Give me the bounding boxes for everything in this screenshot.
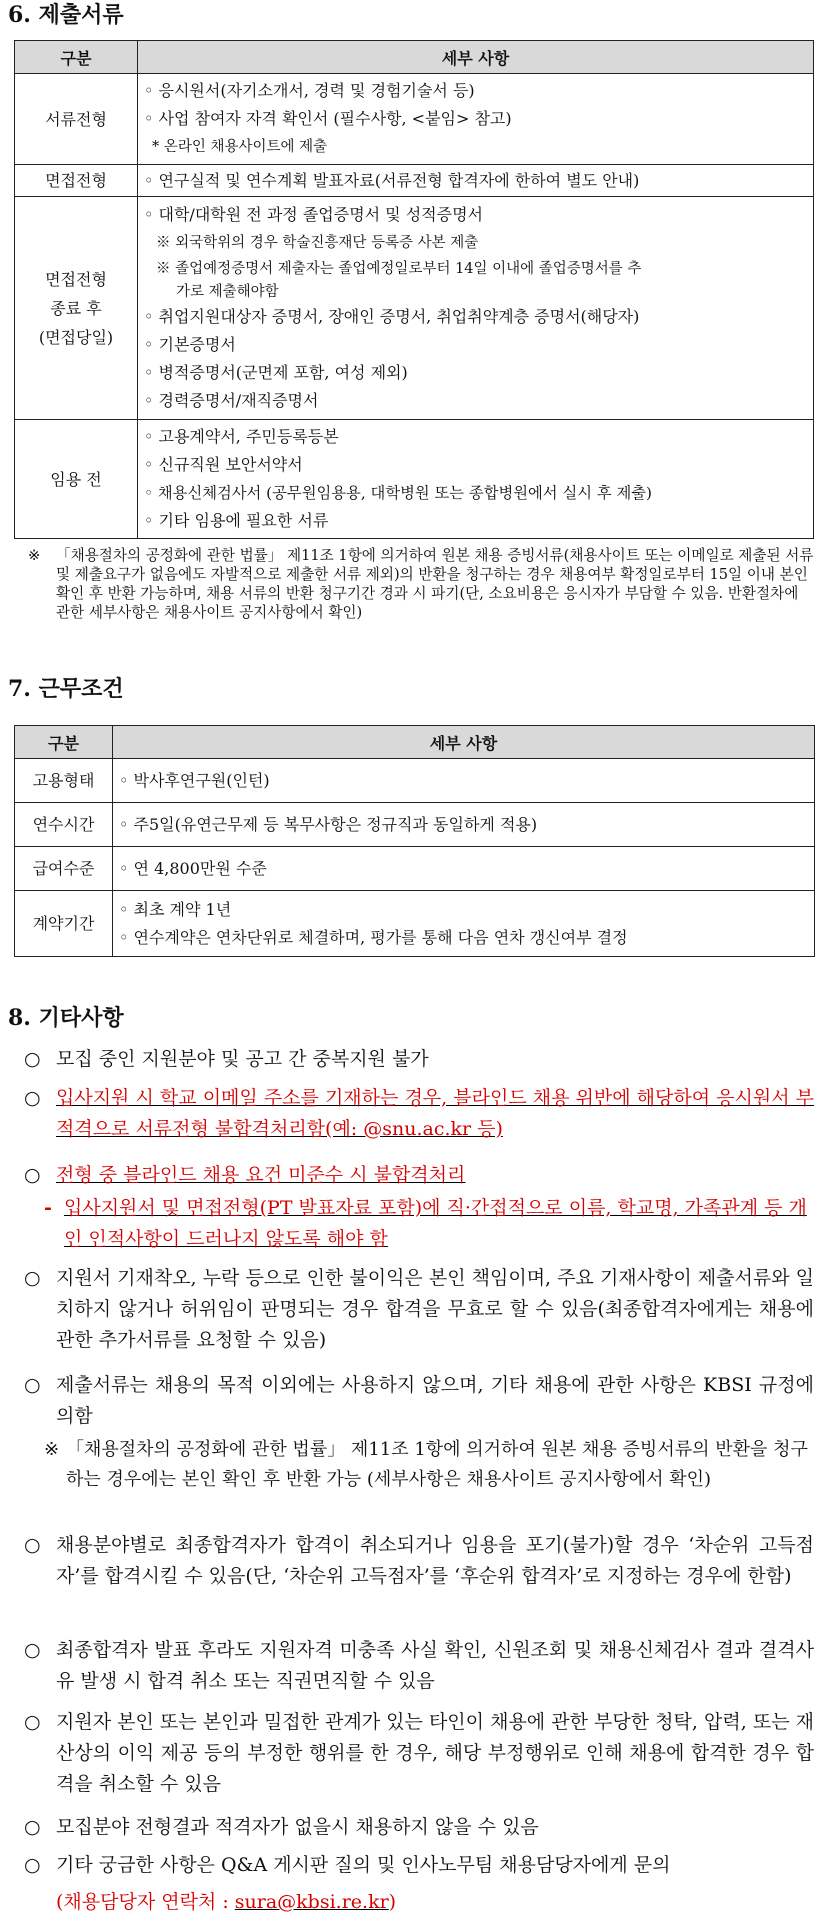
col-header-details: 세부 사항 (113, 726, 815, 759)
bullet-circle: ○ (24, 1087, 41, 1109)
category-cell (15, 197, 138, 420)
return-request-note (30, 546, 815, 622)
section-6-title: 6. 제출서류 (8, 2, 124, 28)
detail-line: ◦ 고용계약서, 주민등록등본 (144, 427, 339, 446)
table-row (15, 891, 815, 957)
detail-line: ◦ 경력증명서/재직증명서 (144, 391, 319, 410)
detail-line: ◦ 채용신체검사서 (공무원임용용, 대학병원 또는 종합병원에서 실시 후 제출) (144, 484, 653, 502)
detail-line: ◦ 연구실적 및 연수계획 발표자료(서류전형 합격자에 한하여 별도 안내) (144, 170, 640, 190)
bullet-circle: ○ (24, 1048, 41, 1070)
bullet-circle: ○ (24, 1816, 41, 1838)
details-cell (113, 759, 815, 803)
item-text: 제출서류는 채용의 목적 이외에는 사용하지 않으며, 기타 채용에 관한 사항은 KBSI 규정에 의함 (56, 1374, 814, 1427)
details-cell (113, 891, 815, 957)
detail-line: ◦ 취업지원대상자 증명서, 장애인 증명서, 취업취약계층 증명서(해당자) (144, 307, 640, 326)
details-cell (113, 803, 815, 847)
item-text: 「채용절차의 공정화에 관한 법률」 제11조 1항에 의거하여 원본 채용 증빙서류의 반환을 청구하는 경우에는 본인 확인 후 반환 가능 (세부사항은 채용사이트 공지사항에서 확인) (66, 1439, 808, 1490)
item-text: 지원자 본인 또는 본인과 밀접한 관계가 있는 타인이 채용에 관한 부당한 청탁, 압력, 또는 재산상의 이익 제공 등의 부정한 행위를 한 경우, 해당 부정행위로 인해 채용에 합격한 경우 합격을 취소할 수 있음 (56, 1711, 814, 1795)
detail-line: 가로 제출해야함 (176, 284, 279, 300)
detail-line: ◦ 기타 임용에 필요한 서류 (144, 511, 329, 530)
contact-label: (채용담당자 연락처 : (56, 1891, 235, 1913)
list-item (24, 1530, 814, 1592)
detail-line: ◦ 기본증명서 (144, 335, 236, 354)
contact-line (56, 1887, 826, 1918)
category-cell: 계약기간 (15, 891, 113, 957)
item-text: 모집분야 전형결과 적격자가 없을시 채용하지 않을 수 있음 (56, 1816, 539, 1838)
table-row (15, 197, 814, 420)
reference-mark: ※ (28, 547, 41, 564)
item-text: 지원서 기재착오, 누락 등으로 인한 불이익은 본인 책임이며, 주요 기재사항이 제출서류와 일치하지 않거나 허위임이 판명되는 경우 합격을 무효로 할 수 있음(최종합격자에게는 채용에 관한 추가서류를 요청할 수 있음) (56, 1267, 814, 1351)
table-row (15, 847, 815, 891)
category-label: 임용 전 (50, 469, 102, 489)
note-text: 「채용절차의 공정화에 관한 법률」 제11조 1항에 의거하여 원본 채용 증빙서류(채용사이트 또는 이메일로 제출된 서류 및 제출요구가 없음에도 자발적으로 제출한 서류 제외)의 반환을 청구하는 경우 채용여부 확정일로부터 15일 이내 본인 확인 후 반환 가능하며, 채용 서류의 반환 청구기간 경과 시 파기(단, 소요비용은 응시자가 부담할 수 있음. 반환절차에 관한 세부사항은 채용사이트 공지사항에서 확인) (56, 547, 814, 621)
detail-line: ※ 졸업예정증명서 제출자는 졸업예정일로부터 14일 이내에 졸업증명서를 추 (156, 261, 642, 277)
detail-line: * 온라인 채용사이트에 제출 (152, 139, 328, 155)
detail-line: ◦ 대학/대학원 전 과정 졸업증명서 및 성적증명서 (144, 205, 484, 224)
bullet-circle: ○ (24, 1374, 41, 1396)
section-8-title: 8. 기타사항 (8, 1005, 124, 1031)
detail-line: ◦ 신규직원 보안서약서 (144, 455, 303, 474)
bullet-circle: ○ (24, 1267, 41, 1289)
reference-mark: ※ (44, 1439, 60, 1460)
detail-line: ◦ 최초 계약 1년 (119, 899, 232, 919)
detail-line: ◦ 연수계약은 연차단위로 체결하며, 평가를 통해 다음 연차 갱신여부 결정 (119, 927, 628, 947)
category-cell (15, 420, 138, 539)
item-text: 전형 중 블라인드 채용 요건 미준수 시 불합격처리 (56, 1164, 466, 1186)
list-item (24, 1044, 814, 1075)
category-label: 면접전형 (45, 269, 107, 289)
category-cell: 고용형태 (15, 759, 113, 803)
contact-email-link[interactable]: sura@kbsi.re.kr (234, 1891, 389, 1913)
list-item (24, 1850, 814, 1881)
bullet-circle: ○ (24, 1639, 41, 1661)
details-cell (138, 165, 814, 197)
item-text: 모집 중인 지원분야 및 공고 간 중복지원 불가 (56, 1048, 429, 1070)
category-cell: 연수시간 (15, 803, 113, 847)
category-label: 면접전형 (45, 171, 107, 190)
col-header-category: 구분 (15, 41, 138, 74)
details-cell (113, 847, 815, 891)
detail-line: ◦ 사업 참여자 자격 확인서 (필수사항, <붙임> 참고) (144, 109, 512, 128)
dash-mark: - (44, 1197, 52, 1219)
category-label: (면접당일) (38, 327, 114, 347)
detail-line: ◦ 주5일(유연근무제 등 복무사항은 정규직과 동일하게 적용) (119, 814, 538, 834)
reference-note (44, 1435, 814, 1495)
detail-line: ◦ 연 4,800만원 수준 (119, 858, 267, 878)
bullet-circle: ○ (24, 1534, 41, 1556)
item-text: 최종합격자 발표 후라도 지원자격 미충족 사실 확인, 신원조회 및 채용신체검사 결과 결격사유 발생 시 합격 취소 또는 직권면직할 수 있음 (56, 1639, 814, 1692)
col-header-details: 세부 사항 (138, 41, 814, 74)
working-conditions-table (14, 725, 815, 957)
category-cell (15, 74, 138, 165)
category-cell (15, 165, 138, 197)
detail-line: ◦ 응시원서(자기소개서, 경력 및 경험기술서 등) (144, 81, 475, 100)
details-cell (138, 197, 814, 420)
item-text: 기타 궁금한 사항은 Q&A 게시판 질의 및 인사노무팀 채용담당자에게 문의 (56, 1854, 671, 1876)
col-header-category: 구분 (15, 726, 113, 759)
item-text: 채용분야별로 최종합격자가 합격이 취소되거나 임용을 포기(불가)할 경우 ‘차순위 고득점자’를 합격시킬 수 있음(단, ‘차순위 고득점자’를 ‘후순위 합격자’로 지정하는 경우에 한함) (56, 1534, 814, 1587)
bullet-circle: ○ (24, 1164, 41, 1186)
table-row (15, 420, 814, 539)
list-item (24, 1812, 814, 1843)
list-item (24, 1370, 814, 1432)
category-label: 종료 후 (50, 298, 102, 318)
list-item (24, 1263, 814, 1356)
detail-line: ◦ 박사후연구원(인턴) (119, 770, 270, 790)
category-cell: 급여수준 (15, 847, 113, 891)
list-item (24, 1160, 814, 1191)
table-row (15, 803, 815, 847)
list-item (24, 1083, 814, 1145)
section-7-title: 7. 근무조건 (8, 676, 124, 702)
details-cell (138, 420, 814, 539)
item-text: 입사지원 시 학교 이메일 주소를 기재하는 경우, 블라인드 채용 위반에 해당하여 응시원서 부적격으로 서류전형 불합격처리함(예: @snu.ac.kr 등) (56, 1087, 814, 1140)
details-cell (138, 74, 814, 165)
detail-line: ※ 외국학위의 경우 학술진흥재단 등록증 사본 제출 (156, 235, 479, 251)
bullet-circle: ○ (24, 1854, 41, 1876)
list-item (24, 1635, 814, 1697)
table-row (15, 759, 815, 803)
item-text: 입사지원서 및 면접전형(PT 발표자료 포함)에 직·간접적으로 이름, 학교명, 가족관계 등 개인 인적사항이 드러나지 않도록 해야 함 (64, 1197, 807, 1250)
list-item (24, 1707, 814, 1800)
category-label: 서류전형 (45, 109, 107, 129)
table-row (15, 74, 814, 165)
table-row (15, 165, 814, 197)
sub-item (44, 1193, 814, 1255)
contact-end: ) (388, 1891, 397, 1913)
detail-line: ◦ 병적증명서(군면제 포함, 여성 제외) (144, 363, 408, 382)
submission-documents-table (14, 40, 814, 539)
bullet-circle: ○ (24, 1711, 41, 1733)
